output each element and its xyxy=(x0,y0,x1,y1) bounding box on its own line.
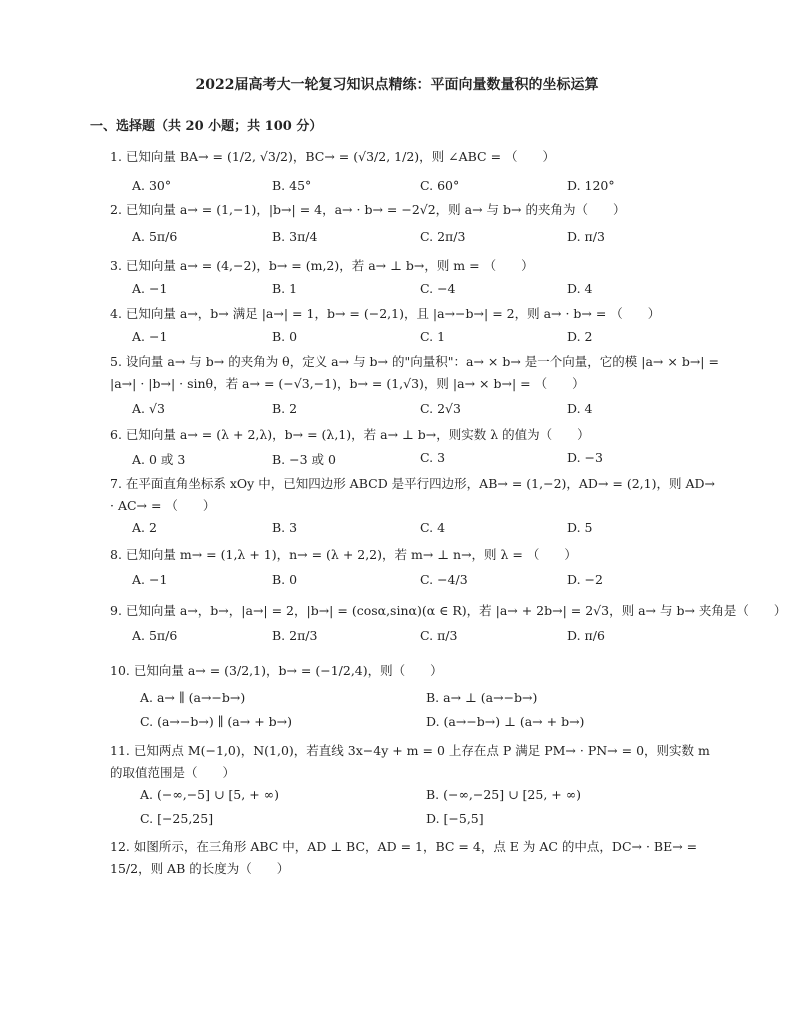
q11-option-c: C. [−25,25] xyxy=(140,811,214,826)
question-8-stem: 8. 已知向量 m→ = (1,λ + 1)，n→ = (λ + 2,2)，若 m→ ⊥ n→，则 λ = （ ） xyxy=(110,547,577,562)
question-1-stem: 1. 已知向量 BA→ = (1/2, √3/2)，BC→ = (√3/2, 1/2)，则 ∠ABC = （ ） xyxy=(110,149,556,164)
q8-option-c: C. −4/3 xyxy=(420,572,468,587)
q10-option-c: C. (a→−b→) ∥ (a→ + b→) xyxy=(140,714,292,729)
q4-option-a: A. −1 xyxy=(132,329,168,344)
q4-option-b: B. 0 xyxy=(272,329,298,344)
q2-option-b: B. 3π/4 xyxy=(272,229,318,244)
q5-option-a: A. √3 xyxy=(132,401,165,416)
q1-option-a: A. 30° xyxy=(132,178,172,193)
q7-option-a: A. 2 xyxy=(132,520,157,535)
q4-option-c: C. 1 xyxy=(420,329,446,344)
q1-option-c: C. 60° xyxy=(420,178,460,193)
q10-option-b: B. a→ ⊥ (a→−b→) xyxy=(426,690,538,705)
q6-option-d: D. −3 xyxy=(567,450,603,465)
q5-option-d: D. 4 xyxy=(567,401,593,416)
page-title: 2022届高考大一轮复习知识点精练：平面向量数量积的坐标运算 xyxy=(195,77,599,93)
question-11-stem: 11. 已知两点 M(−1,0)，N(1,0)，若直线 3x−4y + m = 0 上存在点 P 满足 PM→ · PN→ = 0，则实数 m 的取值范围是（ ） xyxy=(110,743,710,780)
question-4-stem: 4. 已知向量 a→，b→ 满足 |a→| = 1，b→ = (−2,1)，且 |a→−b→| = 2，则 a→ · b→ = （ ） xyxy=(110,306,661,321)
question-7-stem: 7. 在平面直角坐标系 xOy 中，已知四边形 ABCD 是平行四边形，AB→ = (1,−2)，AD→ = (2,1)，则 AD→ · AC→ = （ ） xyxy=(110,476,715,513)
q3-option-a: A. −1 xyxy=(132,281,168,296)
q5-option-c: C. 2√3 xyxy=(420,401,461,416)
q1-option-d: D. 120° xyxy=(567,178,615,193)
q6-option-a: A. 0 或 3 xyxy=(132,452,186,467)
q7-option-b: B. 3 xyxy=(272,520,298,535)
question-6-stem: 6. 已知向量 a→ = (λ + 2,λ)，b→ = (λ,1)，若 a→ ⊥ b→，则实数 λ 的值为（ ） xyxy=(110,427,590,442)
q8-option-a: A. −1 xyxy=(132,572,168,587)
q6-option-b: B. −3 或 0 xyxy=(272,452,336,467)
q7-option-d: D. 5 xyxy=(567,520,593,535)
q2-option-a: A. 5π/6 xyxy=(132,229,178,244)
section-heading: 一、选择题（共 20 小题；共 100 分） xyxy=(90,119,323,134)
q3-option-b: B. 1 xyxy=(272,281,298,296)
question-12-stem: 12. 如图所示，在三角形 ABC 中，AD ⊥ BC，AD = 1，BC = 4，点 E 为 AC 的中点，DC→ · BE→ = 15/2，则 AB 的长度为（ ） xyxy=(110,839,698,876)
q2-option-d: D. π/3 xyxy=(567,229,605,244)
q10-option-a: A. a→ ∥ (a→−b→) xyxy=(140,690,246,705)
q8-option-d: D. −2 xyxy=(567,572,603,587)
question-5-stem: 5. 设向量 a→ 与 b→ 的夹角为 θ，定义 a→ 与 b→ 的"向量积"：a→ × b→ 是一个向量，它的模 |a→ × b→| = |a→| · |b→| · sinθ，若 a→ = (−√3,−1)，b→ = (1,√3)，则 |a→ × b→| = （ ） xyxy=(110,354,719,391)
q9-option-c: C. π/3 xyxy=(420,628,458,643)
q10-option-d: D. (a→−b→) ⊥ (a→ + b→) xyxy=(426,714,585,729)
question-9-stem: 9. 已知向量 a→，b→，|a→| = 2，|b→| = (cosα,sinα)(α ∈ R)，若 |a→ + 2b→| = 2√3，则 a→ 与 b→ 夹角是（ ） xyxy=(110,603,787,618)
q7-option-c: C. 4 xyxy=(420,520,446,535)
q3-option-d: D. 4 xyxy=(567,281,593,296)
q3-option-c: C. −4 xyxy=(420,281,456,296)
q11-option-d: D. [−5,5] xyxy=(426,811,484,826)
q4-option-d: D. 2 xyxy=(567,329,593,344)
question-2-stem: 2. 已知向量 a→ = (1,−1)，|b→| = 4，a→ · b→ = −2√2，则 a→ 与 b→ 的夹角为（ ） xyxy=(110,202,626,217)
q1-option-b: B. 45° xyxy=(272,178,312,193)
q9-option-a: A. 5π/6 xyxy=(132,628,178,643)
question-10-stem: 10. 已知向量 a→ = (3/2,1)，b→ = (−1/2,4)，则（ ） xyxy=(110,663,443,678)
q9-option-d: D. π/6 xyxy=(567,628,605,643)
question-3-stem: 3. 已知向量 a→ = (4,−2)，b→ = (m,2)，若 a→ ⊥ b→，则 m = （ ） xyxy=(110,258,534,273)
q8-option-b: B. 0 xyxy=(272,572,298,587)
q6-option-c: C. 3 xyxy=(420,450,446,465)
q11-option-b: B. (−∞,−25] ∪ [25, + ∞) xyxy=(426,787,582,802)
q5-option-b: B. 2 xyxy=(272,401,298,416)
q9-option-b: B. 2π/3 xyxy=(272,628,318,643)
q2-option-c: C. 2π/3 xyxy=(420,229,466,244)
q11-option-a: A. (−∞,−5] ∪ [5, + ∞) xyxy=(140,787,279,802)
